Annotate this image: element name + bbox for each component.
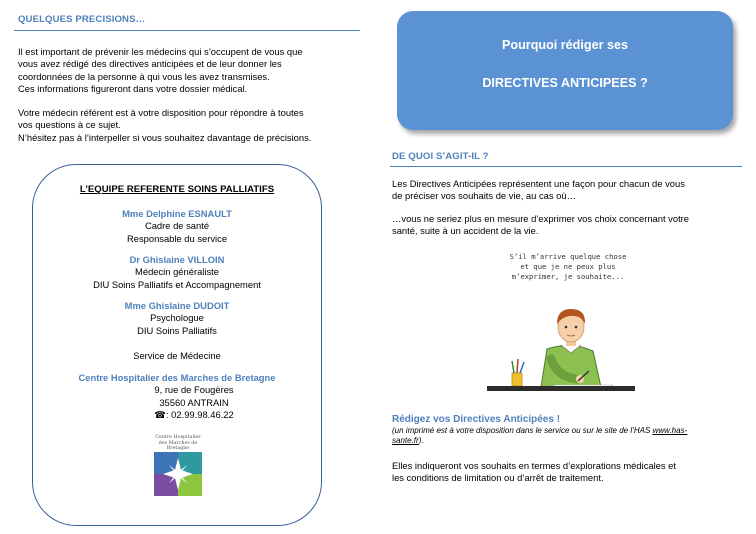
title-banner [397,11,733,130]
text-line: N’hésitez pas à l’interpeller si vous souhaitez davantage de précisions. [18,131,312,143]
hospital-logo [151,435,205,497]
text-line: santé, suite à un accident de la vie. [392,225,539,237]
service-name: Service de Médecine [133,350,221,361]
text-line: les conditions de limitation ou d’arrêt de traitement. [392,472,604,484]
member-role: DIU Soins Palliatifs et Accompagnement [93,278,261,290]
heading-underline [390,166,742,167]
closing-paragraph [392,460,742,485]
member-name: Mme Delphine ESNAULT [122,208,232,219]
has-link-cont[interactable]: sante.fr [392,436,419,446]
definition-paragraph-2 [392,213,738,238]
text-line: Il est important de prévenir les médecins qui s’occupent de vous que [18,46,303,57]
member-name: Dr Ghislaine VILLOIN [129,254,225,265]
member-role: Responsable du service [126,232,228,244]
phone-icon: ☎ [154,409,166,421]
quote-line: S’il m’arrive quelque chose [509,252,627,261]
quote-line: m’exprimer, je souhaite... [511,272,625,282]
banner-title-line2: DIRECTIVES ANTICIPEES ? [482,76,648,90]
hospital-street: 9, rue de Fougères [154,384,234,396]
member-role: Cadre de santé [144,220,210,232]
cta-note [392,426,738,447]
team-title: L’EQUIPE REFERENTE SOINS PALLIATIFS [79,184,275,195]
banner-title-line1: Pourquoi rédiger ses [502,38,628,52]
member-role: DIU Soins Palliatifs [137,324,217,336]
logo-line: Centre Hospitalier [155,435,201,440]
text-line: coordonnées de la personne à qui vous les avez transmises. [18,70,270,82]
text-line: Elles indiqueront vos souhaits en termes d’explorations médicales et [392,460,677,471]
intro-paragraph [18,46,360,96]
text-line: Les Directives Anticipées représentent une façon pour chacun de vous [392,178,685,189]
has-link[interactable]: www.has- [652,426,688,435]
quote-line: et que je ne peux plus [520,262,616,272]
logo-star-icon [154,452,202,496]
member-name: Mme Ghislaine DUDOIT [124,300,230,311]
hospital-contact [33,372,321,422]
cta-note-text: (un imprimé est à votre disposition dans le service ou sur le site de l’HAS [392,426,653,435]
logo-line: des Marches de Bretagne [158,440,198,452]
text-line: Ces informations figureront dans votre dossier médical. [18,83,248,95]
hospital-phone-row: ☎: 02.99.98.46.22 [154,409,234,421]
logo-text [151,435,205,452]
text-line: Votre médecin référent est à votre disposition pour répondre à toutes [18,107,304,118]
writing-man-illustration [485,297,637,399]
team-member [33,254,321,291]
definition-paragraph [392,178,738,203]
hospital-city: 35560 ANTRAIN [159,396,229,408]
referent-paragraph [18,107,360,144]
cta-title: Rédigez vos Directives Anticipées ! [392,414,561,425]
speech-quote [490,252,646,283]
team-member [33,300,321,337]
text-line: vous avez rédigé des directives anticipées et de leur donner les [18,58,282,70]
text-line: de préciser vos souhaits de vie, au cas où… [392,190,576,202]
cta-note-end: ). [418,436,424,446]
text-line: …vous ne seriez plus en mesure d’exprimer vos choix concernant votre [392,213,690,224]
member-role: Psychologue [150,312,204,324]
section-heading-definition: DE QUOI S’AGIT-IL ? [392,151,489,162]
team-member [33,208,321,245]
text-line: vos questions à ce sujet. [18,119,121,131]
hospital-phone: 02.99.98.46.22 [171,409,234,421]
heading-underline [14,30,360,31]
section-heading-precisions: QUELQUES PRECISIONS… [18,14,146,25]
member-role: Médecin généraliste [135,266,219,278]
team-box [32,164,322,526]
hospital-name: Centre Hospitalier des Marches de Bretagne [78,372,276,383]
